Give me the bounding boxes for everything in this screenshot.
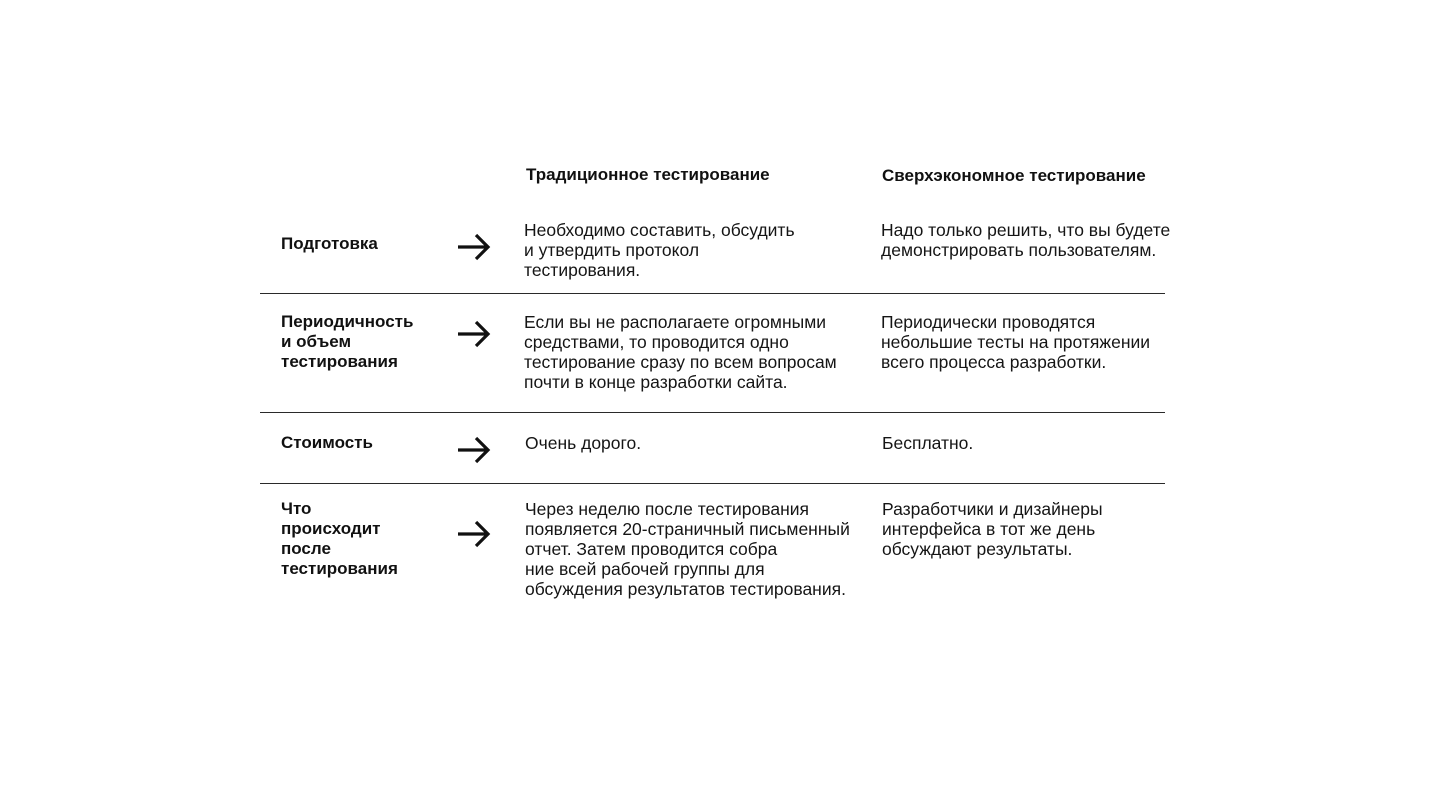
- row-divider: [260, 483, 1165, 484]
- row-divider: [260, 412, 1165, 413]
- cell-traditional: Необходимо составить, обсудить и утвердить протокол тестирования.: [524, 220, 795, 280]
- cell-lean: Надо только решить, что вы будете демонстрировать пользователям.: [881, 220, 1171, 260]
- cell-traditional: Если вы не располагаете огромными средствами, то проводится одно тестирование сразу по всем вопросам почти в конце разработки сайта.: [524, 312, 837, 392]
- cell-lean: Бесплатно.: [882, 433, 974, 453]
- row-label: Подготовка: [281, 234, 378, 253]
- cell-traditional: Через неделю после тестирования появляется 20-страничный письменный отчет. Затем проводится собра ние всей рабочей группы для обсуждения результатов тестирования.: [525, 499, 850, 599]
- cell-lean: Периодически проводятся небольшие тесты на протяжении всего процесса разработки.: [881, 312, 1151, 372]
- cell-traditional: Очень дорого.: [525, 433, 642, 453]
- column-header-traditional: Традиционное тестирование: [526, 165, 770, 184]
- arrow-right-icon: [457, 519, 491, 549]
- arrow-right-icon: [457, 319, 491, 349]
- column-header-lean: Сверхэкономное тестирование: [882, 166, 1146, 185]
- row-label: Стоимость: [281, 433, 373, 452]
- row-label: Что происходит после тестирования: [281, 499, 398, 578]
- arrow-right-icon: [457, 435, 491, 465]
- row-label: Периодичность и объем тестирования: [281, 312, 414, 371]
- row-divider: [260, 293, 1165, 294]
- cell-lean: Разработчики и дизайнеры интерфейса в тот же день обсуждают результаты.: [882, 499, 1103, 559]
- arrow-right-icon: [457, 232, 491, 262]
